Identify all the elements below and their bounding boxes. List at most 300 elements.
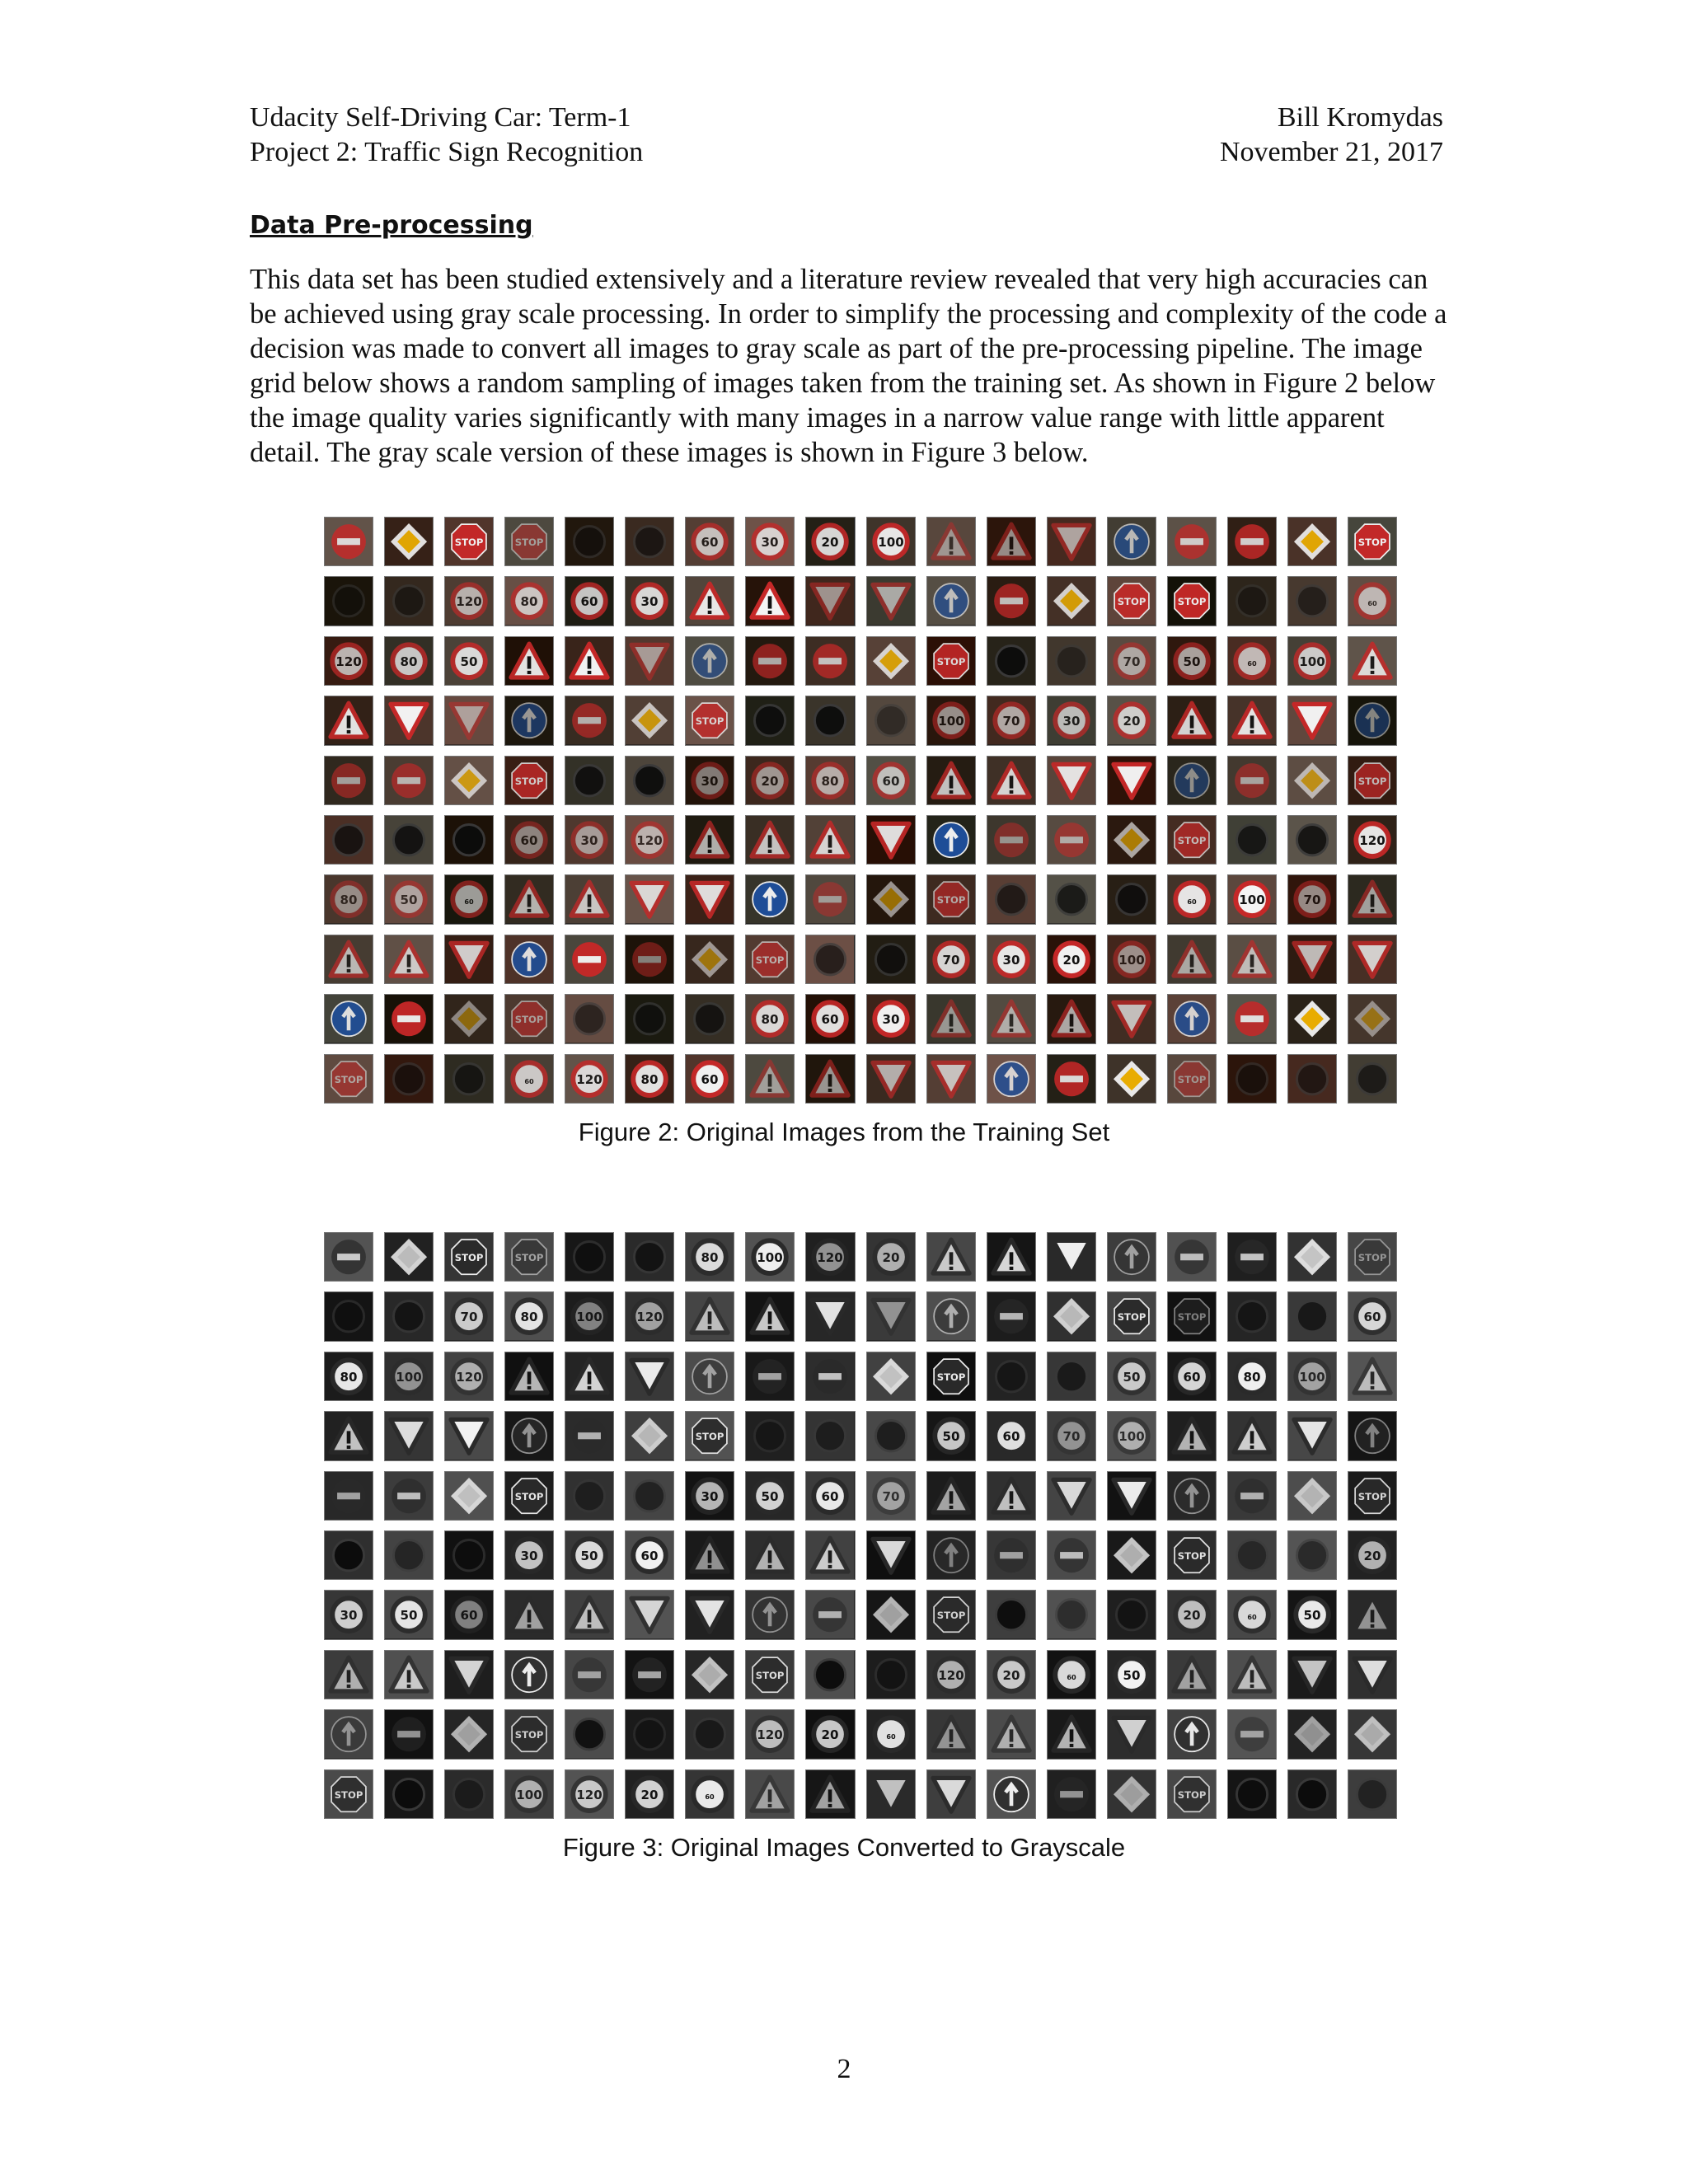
sign-thumbnail — [565, 1471, 614, 1521]
sign-thumbnail — [1227, 815, 1277, 865]
sign-thumbnail — [444, 1709, 494, 1759]
sign-thumbnail — [1107, 874, 1156, 924]
sign-thumbnail — [565, 1590, 614, 1639]
sign-thumbnail — [625, 935, 674, 984]
sign-thumbnail — [384, 1590, 434, 1639]
svg-text:STOP: STOP — [334, 1788, 363, 1801]
sign-thumbnail — [1047, 935, 1096, 984]
svg-text:80: 80 — [640, 1071, 659, 1087]
sign-thumbnail — [1107, 696, 1156, 745]
svg-text:120: 120 — [937, 1667, 964, 1683]
svg-text:80: 80 — [340, 1369, 358, 1385]
sign-thumbnail — [987, 874, 1036, 924]
sign-thumbnail — [805, 576, 855, 626]
sign-thumbnail — [926, 1471, 976, 1521]
sign-thumbnail — [805, 756, 855, 805]
sign-thumbnail — [926, 1590, 976, 1639]
sign-thumbnail — [1047, 576, 1096, 626]
sign-thumbnail — [444, 1590, 494, 1639]
sign-thumbnail — [324, 874, 373, 924]
sign-thumbnail — [926, 874, 976, 924]
svg-text:30: 30 — [701, 773, 719, 789]
sign-thumbnail — [444, 1054, 494, 1104]
sign-thumbnail — [444, 1291, 494, 1341]
sign-thumbnail — [565, 1411, 614, 1460]
sign-thumbnail — [625, 1769, 674, 1819]
svg-text:STOP: STOP — [936, 1610, 965, 1622]
sign-thumbnail — [685, 576, 734, 626]
sign-thumbnail — [384, 1411, 434, 1460]
sign-thumbnail — [866, 935, 916, 984]
sign-thumbnail — [324, 1530, 373, 1580]
svg-text:STOP: STOP — [514, 536, 544, 548]
sign-thumbnail — [685, 1054, 734, 1104]
sign-thumbnail — [1287, 1709, 1337, 1759]
sign-thumbnail — [1047, 1709, 1096, 1759]
sign-thumbnail — [1167, 636, 1217, 686]
sign-thumbnail — [685, 1411, 734, 1460]
svg-text:STOP: STOP — [756, 1669, 785, 1681]
svg-text:70: 70 — [1062, 1429, 1081, 1445]
sign-thumbnail — [324, 1590, 373, 1639]
sign-thumbnail — [1167, 1054, 1217, 1104]
sign-thumbnail — [1287, 1650, 1337, 1699]
sign-thumbnail — [926, 517, 976, 566]
svg-text:100: 100 — [1299, 1369, 1325, 1385]
sign-thumbnail — [324, 1709, 373, 1759]
sign-thumbnail — [1167, 1650, 1217, 1699]
svg-text:20: 20 — [882, 1249, 900, 1266]
sign-thumbnail — [1107, 935, 1156, 984]
sign-thumbnail — [1348, 874, 1397, 924]
svg-text:STOP: STOP — [514, 1251, 544, 1263]
sign-thumbnail — [805, 1471, 855, 1521]
sign-thumbnail — [1348, 1291, 1397, 1341]
sign-thumbnail — [504, 1471, 554, 1521]
svg-text:20: 20 — [821, 534, 839, 551]
sign-thumbnail — [745, 1411, 795, 1460]
sign-thumbnail — [444, 1530, 494, 1580]
sign-thumbnail — [987, 994, 1036, 1043]
svg-text:20: 20 — [1183, 1608, 1201, 1624]
sign-thumbnail — [565, 1530, 614, 1580]
sign-thumbnail — [1227, 696, 1277, 745]
sign-thumbnail — [1348, 636, 1397, 686]
sign-thumbnail — [1348, 696, 1397, 745]
sign-thumbnail — [1107, 1709, 1156, 1759]
sign-thumbnail — [444, 576, 494, 626]
sign-thumbnail — [504, 1352, 554, 1401]
sign-thumbnail — [324, 935, 373, 984]
sign-thumbnail — [444, 636, 494, 686]
svg-text:100: 100 — [937, 714, 964, 729]
sign-thumbnail — [444, 517, 494, 566]
sign-thumbnail — [444, 1352, 494, 1401]
svg-text:70: 70 — [1123, 654, 1141, 669]
svg-text:STOP: STOP — [1177, 834, 1207, 846]
sign-thumbnail — [384, 696, 434, 745]
sign-thumbnail — [565, 1291, 614, 1341]
svg-text:STOP: STOP — [1357, 775, 1387, 787]
sign-thumbnail — [625, 1352, 674, 1401]
svg-text:STOP: STOP — [936, 894, 965, 907]
svg-text:60: 60 — [701, 1071, 719, 1087]
sign-thumbnail — [1227, 1054, 1277, 1104]
sign-thumbnail — [745, 1709, 795, 1759]
sign-thumbnail — [1107, 1471, 1156, 1521]
svg-text:30: 30 — [640, 594, 659, 610]
svg-text:STOP: STOP — [514, 1014, 544, 1026]
sign-thumbnail — [866, 1530, 916, 1580]
svg-text:20: 20 — [1363, 1548, 1381, 1564]
sign-thumbnail — [504, 1590, 554, 1639]
sign-thumbnail — [1167, 1769, 1217, 1819]
svg-text:60: 60 — [524, 1076, 534, 1085]
sign-thumbnail — [1287, 576, 1337, 626]
svg-text:120: 120 — [817, 1249, 844, 1266]
svg-text:60: 60 — [1183, 1369, 1201, 1385]
sign-thumbnail — [805, 696, 855, 745]
svg-text:STOP: STOP — [1117, 596, 1146, 608]
sign-thumbnail — [1348, 1352, 1397, 1401]
sign-thumbnail — [1287, 756, 1337, 805]
sign-thumbnail — [745, 1232, 795, 1282]
sign-thumbnail — [987, 1769, 1036, 1819]
sign-thumbnail — [866, 1471, 916, 1521]
sign-thumbnail — [1167, 935, 1217, 984]
sign-thumbnail — [926, 1411, 976, 1460]
sign-thumbnail — [1227, 994, 1277, 1043]
svg-text:30: 30 — [1002, 952, 1020, 968]
svg-text:60: 60 — [1002, 1429, 1020, 1445]
header-row-1 — [250, 101, 1443, 135]
sign-thumbnail — [745, 1054, 795, 1104]
sign-thumbnail — [745, 576, 795, 626]
svg-text:120: 120 — [576, 1787, 603, 1802]
svg-text:20: 20 — [1062, 952, 1081, 968]
sign-thumbnail — [565, 576, 614, 626]
sign-thumbnail — [805, 1411, 855, 1460]
sign-thumbnail — [1167, 1709, 1217, 1759]
sign-thumbnail — [504, 935, 554, 984]
sign-thumbnail — [987, 1530, 1036, 1580]
svg-text:70: 70 — [1002, 714, 1020, 729]
sign-thumbnail — [625, 1411, 674, 1460]
sign-thumbnail — [685, 1530, 734, 1580]
svg-text:100: 100 — [396, 1369, 422, 1385]
sign-thumbnail — [324, 636, 373, 686]
sign-thumbnail — [384, 994, 434, 1043]
sign-thumbnail — [1227, 1291, 1277, 1341]
sign-thumbnail — [384, 1054, 434, 1104]
sign-thumbnail — [1107, 576, 1156, 626]
sign-thumbnail — [1348, 756, 1397, 805]
sign-thumbnail — [625, 756, 674, 805]
svg-text:100: 100 — [576, 1310, 603, 1325]
sign-thumbnail — [805, 1709, 855, 1759]
sign-thumbnail — [1227, 1590, 1277, 1639]
svg-text:80: 80 — [761, 1012, 779, 1028]
svg-text:100: 100 — [1239, 893, 1265, 908]
sign-thumbnail — [1348, 1054, 1397, 1104]
sign-thumbnail — [987, 696, 1036, 745]
sign-thumbnail — [504, 1709, 554, 1759]
svg-text:60: 60 — [464, 898, 474, 907]
sign-thumbnail — [987, 1054, 1036, 1104]
svg-text:20: 20 — [1002, 1667, 1020, 1683]
sign-thumbnail — [504, 1054, 554, 1104]
sign-thumbnail — [1227, 1352, 1277, 1401]
sign-thumbnail — [1287, 815, 1337, 865]
sign-thumbnail — [685, 1352, 734, 1401]
page-number: 2 — [837, 2054, 851, 2084]
svg-text:STOP: STOP — [1357, 1490, 1387, 1502]
sign-thumbnail — [1167, 1232, 1217, 1282]
sign-thumbnail — [1348, 1590, 1397, 1639]
sign-thumbnail — [384, 1709, 434, 1759]
svg-text:60: 60 — [520, 832, 538, 849]
sign-thumbnail — [1348, 1709, 1397, 1759]
sign-thumbnail — [987, 1650, 1036, 1699]
sign-thumbnail — [565, 1769, 614, 1819]
sign-thumbnail — [504, 636, 554, 686]
sign-thumbnail — [504, 1411, 554, 1460]
sign-thumbnail — [1287, 1232, 1337, 1282]
sign-thumbnail — [1047, 1471, 1096, 1521]
sign-thumbnail — [866, 1232, 916, 1282]
svg-text:50: 50 — [400, 1608, 418, 1624]
sign-thumbnail — [565, 696, 614, 745]
sign-thumbnail — [866, 1411, 916, 1460]
sign-thumbnail — [987, 1411, 1036, 1460]
svg-text:STOP: STOP — [334, 1073, 363, 1085]
sign-thumbnail — [805, 994, 855, 1043]
sign-thumbnail — [625, 1530, 674, 1580]
sign-thumbnail — [987, 636, 1036, 686]
sign-thumbnail — [1107, 994, 1156, 1043]
figure-2-image-grid — [324, 517, 1397, 1104]
svg-text:30: 30 — [761, 534, 779, 551]
svg-text:80: 80 — [340, 893, 358, 908]
svg-text:20: 20 — [761, 773, 779, 789]
sign-thumbnail — [1227, 756, 1277, 805]
sign-thumbnail — [625, 1471, 674, 1521]
svg-text:STOP: STOP — [1357, 1251, 1387, 1263]
sign-thumbnail — [625, 696, 674, 745]
sign-thumbnail — [866, 576, 916, 626]
svg-text:60: 60 — [821, 1488, 839, 1504]
sign-thumbnail — [685, 1769, 734, 1819]
svg-text:60: 60 — [882, 773, 900, 789]
svg-text:60: 60 — [460, 1608, 478, 1624]
sign-thumbnail — [1287, 935, 1337, 984]
sign-thumbnail — [866, 1650, 916, 1699]
sign-thumbnail — [1047, 1769, 1096, 1819]
sign-thumbnail — [926, 636, 976, 686]
sign-thumbnail — [866, 696, 916, 745]
sign-thumbnail — [1287, 517, 1337, 566]
sign-thumbnail — [625, 874, 674, 924]
sign-thumbnail — [1107, 1054, 1156, 1104]
svg-text:80: 80 — [400, 654, 418, 669]
sign-thumbnail — [1047, 636, 1096, 686]
sign-thumbnail — [384, 1471, 434, 1521]
sign-thumbnail — [1287, 1291, 1337, 1341]
sign-thumbnail — [805, 935, 855, 984]
sign-thumbnail — [1287, 874, 1337, 924]
svg-text:60: 60 — [705, 1792, 715, 1801]
svg-text:120: 120 — [576, 1071, 603, 1087]
project-title: Project 2: Traffic Sign Recognition — [250, 137, 644, 167]
body-paragraph: This data set has been studied extensively and a literature review revealed that very high accuracies can be achieved using gray scale processing. In order to simplify the processing and complexity of the code a decision was made to convert all images to gray scale as part of the pre-processing pipeline. The image grid below shows a random sampling of images taken from the training set. As shown in Figure 2 below the image quality varies significantly with many images in a narrow value range with little apparent detail. The gray scale version of these images is shown in Figure 3 below. — [250, 264, 1447, 468]
svg-text:20: 20 — [821, 1727, 839, 1743]
sign-thumbnail — [685, 1232, 734, 1282]
sign-thumbnail — [866, 815, 916, 865]
sign-thumbnail — [1047, 1650, 1096, 1699]
sign-thumbnail — [745, 994, 795, 1043]
sign-thumbnail — [1107, 815, 1156, 865]
svg-text:STOP: STOP — [454, 1251, 484, 1263]
sign-thumbnail — [324, 696, 373, 745]
sign-thumbnail — [625, 1054, 674, 1104]
svg-text:STOP: STOP — [1177, 1788, 1207, 1801]
sign-thumbnail — [1348, 1530, 1397, 1580]
svg-text:50: 50 — [580, 1548, 598, 1564]
svg-text:STOP: STOP — [1117, 1311, 1146, 1324]
sign-thumbnail — [1287, 1590, 1337, 1639]
sign-thumbnail — [1167, 994, 1217, 1043]
sign-thumbnail — [444, 1769, 494, 1819]
sign-thumbnail — [745, 1352, 795, 1401]
svg-text:60: 60 — [580, 594, 598, 610]
svg-text:60: 60 — [701, 534, 719, 551]
sign-thumbnail — [565, 1709, 614, 1759]
sign-thumbnail — [1227, 1769, 1277, 1819]
sign-thumbnail — [1348, 517, 1397, 566]
author-name: Bill Kromydas — [1277, 102, 1443, 133]
svg-text:120: 120 — [757, 1727, 784, 1743]
sign-thumbnail — [1287, 1769, 1337, 1819]
sign-thumbnail — [1047, 874, 1096, 924]
sign-thumbnail — [384, 1530, 434, 1580]
sign-thumbnail — [444, 1471, 494, 1521]
sign-thumbnail — [504, 1291, 554, 1341]
sign-thumbnail — [1287, 994, 1337, 1043]
svg-text:80: 80 — [520, 594, 538, 610]
svg-text:60: 60 — [1363, 1310, 1381, 1325]
sign-thumbnail — [1167, 1411, 1217, 1460]
svg-text:50: 50 — [1183, 654, 1201, 669]
sign-thumbnail — [565, 1352, 614, 1401]
svg-text:STOP: STOP — [1177, 1073, 1207, 1085]
sign-thumbnail — [384, 1291, 434, 1341]
sign-thumbnail — [805, 1769, 855, 1819]
sign-thumbnail — [444, 874, 494, 924]
sign-thumbnail — [444, 1411, 494, 1460]
svg-text:80: 80 — [520, 1310, 538, 1325]
sign-thumbnail — [987, 1590, 1036, 1639]
sign-thumbnail — [324, 517, 373, 566]
sign-thumbnail — [987, 517, 1036, 566]
svg-text:STOP: STOP — [514, 1490, 544, 1502]
sign-thumbnail — [805, 815, 855, 865]
sign-thumbnail — [625, 517, 674, 566]
sign-thumbnail — [805, 1232, 855, 1282]
sign-thumbnail — [685, 815, 734, 865]
svg-text:50: 50 — [761, 1488, 779, 1504]
sign-thumbnail — [1287, 1054, 1337, 1104]
svg-text:100: 100 — [516, 1787, 542, 1802]
sign-thumbnail — [745, 636, 795, 686]
sign-thumbnail — [745, 1291, 795, 1341]
sign-thumbnail — [504, 576, 554, 626]
sign-thumbnail — [1348, 1411, 1397, 1460]
sign-thumbnail — [324, 756, 373, 805]
sign-thumbnail — [324, 1291, 373, 1341]
svg-text:120: 120 — [456, 594, 482, 610]
sign-thumbnail — [625, 1650, 674, 1699]
sign-thumbnail — [324, 1411, 373, 1460]
sign-thumbnail — [625, 815, 674, 865]
sign-thumbnail — [805, 1590, 855, 1639]
sign-thumbnail — [866, 1709, 916, 1759]
sign-thumbnail — [926, 994, 976, 1043]
sign-thumbnail — [1047, 517, 1096, 566]
sign-thumbnail — [926, 1232, 976, 1282]
sign-thumbnail — [324, 1232, 373, 1282]
sign-thumbnail — [745, 696, 795, 745]
sign-thumbnail — [805, 1291, 855, 1341]
svg-text:30: 30 — [580, 832, 598, 849]
sign-thumbnail — [745, 517, 795, 566]
sign-thumbnail — [625, 994, 674, 1043]
svg-text:120: 120 — [1359, 832, 1386, 849]
course-title: Udacity Self-Driving Car: Term-1 — [250, 102, 631, 133]
sign-thumbnail — [1348, 1650, 1397, 1699]
sign-thumbnail — [1348, 935, 1397, 984]
sign-thumbnail — [1227, 1411, 1277, 1460]
svg-text:100: 100 — [1118, 1429, 1145, 1445]
svg-text:STOP: STOP — [514, 1729, 544, 1741]
sign-thumbnail — [745, 1590, 795, 1639]
sign-thumbnail — [384, 636, 434, 686]
svg-text:80: 80 — [821, 773, 839, 789]
sign-thumbnail — [805, 1530, 855, 1580]
sign-thumbnail — [625, 1590, 674, 1639]
svg-text:120: 120 — [636, 832, 663, 849]
sign-thumbnail — [685, 517, 734, 566]
sign-thumbnail — [1348, 1232, 1397, 1282]
sign-thumbnail — [565, 935, 614, 984]
sign-thumbnail — [504, 517, 554, 566]
sign-thumbnail — [324, 815, 373, 865]
header-row-2 — [250, 135, 1443, 170]
sign-thumbnail — [504, 1650, 554, 1699]
sign-thumbnail — [444, 756, 494, 805]
sign-thumbnail — [1167, 1590, 1217, 1639]
sign-thumbnail — [1107, 1352, 1156, 1401]
sign-thumbnail — [1348, 994, 1397, 1043]
sign-thumbnail — [1047, 696, 1096, 745]
svg-text:60: 60 — [885, 1732, 896, 1741]
svg-text:70: 70 — [460, 1310, 478, 1325]
sign-thumbnail — [1047, 1590, 1096, 1639]
sign-thumbnail — [1287, 1530, 1337, 1580]
sign-thumbnail — [444, 696, 494, 745]
svg-text:STOP: STOP — [1177, 1549, 1207, 1562]
sign-thumbnail — [565, 517, 614, 566]
sign-thumbnail — [384, 576, 434, 626]
